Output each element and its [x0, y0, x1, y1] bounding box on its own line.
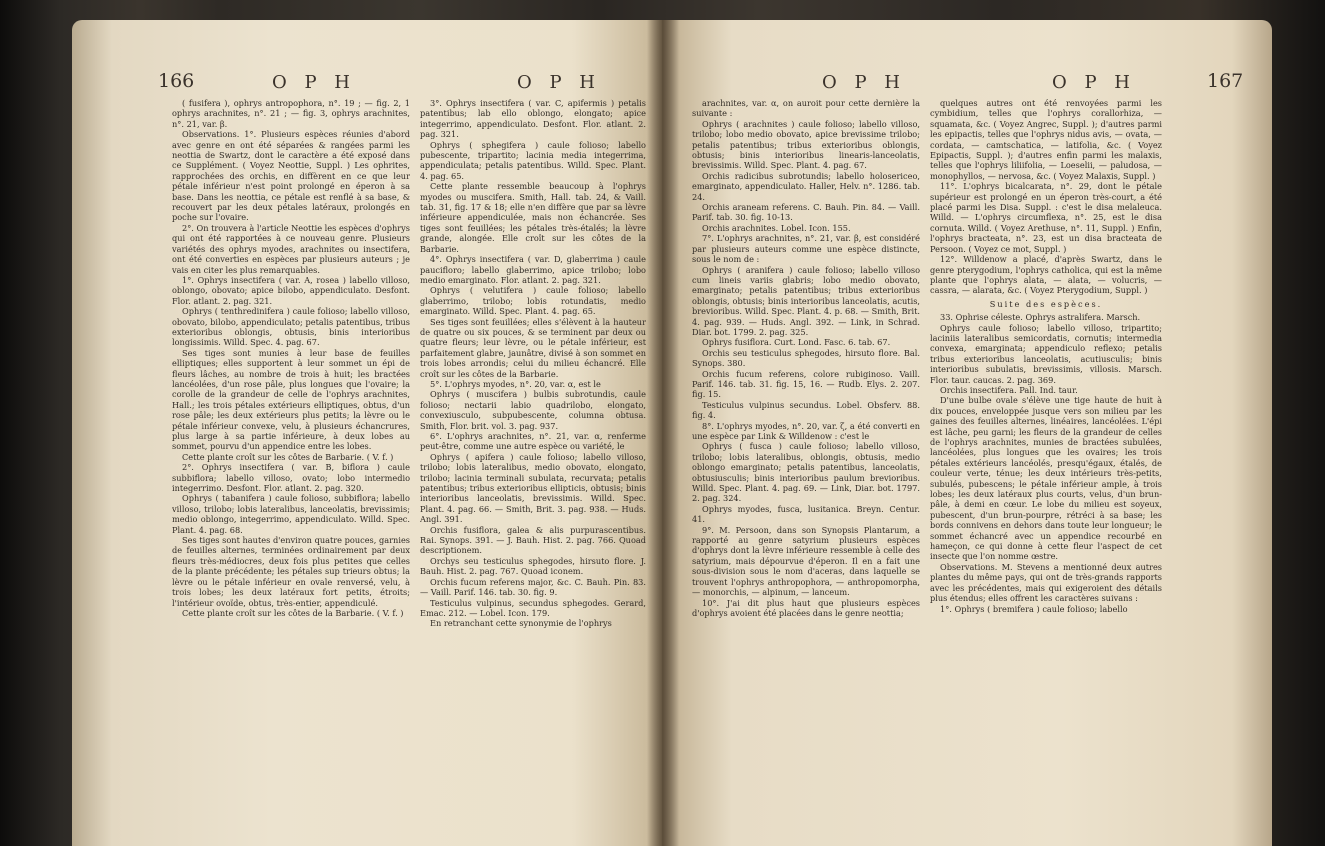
paragraph: Testiculus vulpinus secundus. Lobel. Obsferv. 88. fig. 4. — [692, 399, 920, 421]
paragraph: 5°. L'ophrys myodes, n°. 20, var. α, est le — [430, 378, 601, 389]
paragraph: Orchis fucum referens major, &c. C. Bauh. Pin. 83. — Vaill. Parif. 146. tab. 30. fig. 9. — [420, 576, 646, 598]
paragraph: Ophrys ( apifera ) caule folioso; labello villoso, trilobo; lobis lateralibus, medio obovato, elongato, trilobo; lacinia terminali subulata, recurvata; petalis patentibus; tribus exterioribus ellipticis, obtusis; binis interioribus lanceolatis, brevissimis. Willd. Spec. Plant. 4. pag. 66. — Smith, Brit. 3. pag. 938. — Huds. Angl. 391. — [420, 451, 646, 525]
paragraph: Orchis arachnites. Lobel. Icon. 155. — [702, 222, 851, 233]
paragraph: 3°. Ophrys insectifera ( var. C, apifermis ) petalis patentibus; lab ello oblongo, elongato; apice integerrimo, appendiculato. Desfont. Flor. atlant. 2. pag. 321. — [420, 98, 646, 140]
left-column-2 — [420, 98, 646, 798]
paragraph: Ophrys myodes, fusca, lusitanica. Breyn. Centur. 41. — [692, 503, 920, 525]
paragraph: Ophrys ( tenthredinifera ) caule folioso; labello villoso, obovato, bilobo, appendiculato; petalis patentibus, tribus exterioribus oblongis, obtusis, binis interioribus longissimis. Willd. Spec. 4. pag. 67. — [172, 306, 410, 348]
paragraph: Cette plante ressemble beaucoup à l'ophrys myodes ou muscifera. Smith, Hall. tab. 24, & Vaill. tab. 31, fig. 17 & 18; elle n'en diffère que par sa lèvre inférieure appendiculée, mais non échancrée. Ses tiges sont feuillées; les pétales très-étalés; la lèvre grande, alongée. Elle croît sur les côtes de la Barbarie. — [420, 181, 646, 254]
paragraph: 9°. M. Persoon, dans son Synopsis Plantarum, a rapporté au genre satyrium plusieurs espèces d'ophrys dont la lèvre inférieure ressemble à celle des satyrium, mais dépourvue d'éperon. Il en a fait une sous-division sous le nom d'aceras, dans laquelle se trouvent l'ophrys anthropophora, — anthropomorpha, — monorchis, — alpinum, — lanceum. — [692, 524, 920, 598]
paragraph: Orchis araneam referens. C. Bauh. Pin. 84. — Vaill. Parif. tab. 30. fig. 10-13. — [692, 202, 920, 223]
paragraph: 33. Ophrise céleste. Ophrys astralifera. Marsch. — [940, 312, 1141, 323]
right-column-2 — [930, 98, 1162, 798]
left-page-number: 166 — [158, 70, 195, 92]
paragraph: Orchis radicibus subrotundis; labello holosericeo, emarginato, appendiculato. Haller, Helv. n°. 1286. tab. 24. — [692, 170, 920, 202]
paragraph: 4°. Ophrys insectifera ( var. D, glaberrima ) caule paucifloro; labello glaberrimo, apice trilobo; lobo medio emarginato. Flor. atlant. 2. pag. 321. — [420, 254, 646, 285]
paragraph: Ophrys ( muscifera ) bulbis subrotundis, caule folioso; nectarii labio quadrilobo, elongato, convexiusculo, subpubescente, columna obtusa. Smith, Flor. brit. vol. 3. pag. 937. — [420, 389, 646, 431]
right-column-1 — [692, 98, 920, 798]
paragraph: 1°. Ophrys ( bremifera ) caule folioso; labello — [940, 603, 1128, 614]
paragraph: Ophrys ( arachnites ) caule folioso; labello villoso, trilobo; lobo medio obovato, apice brevissime trilobo; petalis patentibus; tribus exterioribus oblongis, obtusis; binis interioribus linearis-lanceolatis, brevissimis. Willd. Spec. Plant. 4. pag. 67. — [692, 118, 920, 171]
paragraph: Ses tiges sont hautes d'environ quatre pouces, garnies de feuilles alternes, terminées ordinairement par deux fleurs très-médiocres, deux fois plus petites que celles de la plante précédente; les pétales sup trieurs obtus; la lèvre ou le pétale inférieur en ovale renversé, velu, à trois lobes; les deux latéraux fort petits, étroits; l'intérieur ovoïde, obtus, très-entier, appendiculé. — [172, 535, 410, 608]
paragraph: 1°. Ophrys insectifera ( var. A, rosea ) labello villoso, oblongo, obovato; apice bilobo, appendiculato. Desfont. Flor. atlant. 2. pag. 321. — [172, 274, 410, 306]
paragraph: Ophrys ( aranifera ) caule folioso; labello villoso cum lineis variis glabris; lobo medio obovato, emarginato; petalis patentibus; tribus exterioribus oblongis, obtusis; binis interioribus lanceolatis, acutis, brevioribus. Willd. Spec. Plant. 4. p. 68. — Smith, Brit. 4. pag. 939. — Huds. Angl. 392. — Link, in Schrad. Diar. bot. 1799. 2. pag. 325. — [692, 264, 920, 337]
paragraph: 12°. Willdenow a placé, d'après Swartz, dans le genre pterygodium, l'ophrys catholica, qui est la même plante que l'ophrys alata, — alata, — volucris, — cassra, — alarata, &c. ( Voyez Pterygodium, Suppl. ) — [930, 254, 1162, 296]
right-page-number: 167 — [1207, 70, 1244, 92]
left-header-left: O P H — [272, 72, 357, 93]
left-header-right: O P H — [517, 72, 602, 93]
paragraph: Ophrys ( tabanifera ) caule folioso, subbiflora; labello villoso, trilobo; lobis lateralibus, lanceolatis, brevissimis; medio oblongo, integerrimo, appendiculato. Willd. Spec. Plant. 4. pag. 68. — [172, 493, 410, 535]
right-header-left: O P H — [822, 72, 907, 93]
paragraph: ( fusifera ), ophrys antropophora, n°. 19 ; — fig. 2, 1 ophrys arachnites, n°. 21 ; — fig. 3, ophrys arachnites, n°. 21, var. β. — [172, 98, 410, 129]
paragraph: D'une bulbe ovale s'élève une tige haute de huit à dix pouces, enveloppée jusque vers son milieu par les gaines des feuilles alternes, linéaires, lancéolées. L'épi est lâche, peu garni; les fleurs de la grandeur de celles de l'ophrys arachnites, munies de bractées subulées, lancéolées, plus longues que les ovaires; les trois pétales extérieurs lancéolés, presqu'égaux, étalés, de couleur verte, ténue; les deux intérieurs très-petits, subulés, pubescens; le pétale inférieur ample, à trois lobes; les deux latéraux plus courts, velus, d'un brun-pâle, à demi en cœur. Le lobe du milieu est soyeux, pubescent, d'un brun-pourpre, rétréci à sa base; les bords connivens en dehors dans toute leur longueur; le sommet échancré avec un appendice recourbé en hameçon, ce qui donne à cette fleur l'aspect de cet insecte que l'on nomme œstre. — [930, 395, 1162, 562]
paragraph: En retranchant cette synonymie de l'ophrys — [430, 618, 612, 629]
right-header-right: O P H — [1052, 72, 1137, 93]
paragraph: Ophrys ( velutifera ) caule folioso; labello glaberrimo, trilobo; lobis rotundatis, medio emarginato. Willd. Spec. Plant. 4. pag. 65. — [420, 285, 646, 317]
paragraph: Ophrys fusiflora. Curt. Lond. Fasc. 6. tab. 67. — [702, 337, 891, 348]
left-column-1 — [172, 98, 410, 798]
paragraph: Orchis fusiflora, galea & alis purpurascentibus. Rai. Synops. 391. — J. Bauh. Hist. 2. pag. 766. Quoad descriptionem. — [420, 524, 646, 556]
paragraph: Observations. 1°. Plusieurs espèces réunies d'abord avec genre en ont été séparées & rangées parmi les neottia de Swartz, dont le caractère a été exposé dans ce Supplément. ( Voyez Neottie, Suppl. ) Les ophrites, rapprochées des orchis, en diffèrent en ce que leur pétale inférieur n'est point prolongé en éperon à sa base. Dans les neottia, ce pétale est renflé à sa base, & recouvert par les deux pétales latéraux, prolongés en poche sur l'ovaire. — [172, 129, 410, 223]
paragraph: quelques autres ont été renvoyées parmi les cymbidium, telles que l'ophrys corallorhiza, — squamata, &c. ( Voyez Angrec, Suppl. ); d'autres parmi les epipactis, telles que l'ophrys nidus avis, — ovata, — cordata, — camtschatica, — latifolia, &c. ( Voyez Epipactis, Suppl. ); d'autres enfin parmi les malaxis, telles que l'ophrys liliifolia, — Loeselii, — paludosa, — monophyllos, — nervosa, &c. ( Voyez Malaxis, Suppl. ) — [930, 98, 1162, 181]
paragraph: Observations. M. Stevens a mentionné deux autres plantes du même pays, qui ont de très-grands rapports avec les précédentes, mais qui exigeroient des détails plus étendus; elles offrent les caractères suivans : — [930, 561, 1162, 604]
paragraph: Ophrys ( sphegifera ) caule folioso; labello pubescente, tripartito; lacinia media integerrima, appendiculata; petalis patentibus. Willd. Spec. Plant. 4. pag. 65. — [420, 139, 646, 181]
paragraph: Ses tiges sont munies à leur base de feuilles elliptiques; elles supportent à leur sommet un épi de fleurs lâches, au nombre de trois à huit; les bractées lancéolées, d'un rose pâle, plus longues que l'ovaire; la corolle de la grandeur de celle de l'ophrys arachnites, Hall.; les trois pétales extérieurs elliptiques, obtus, d'un rose pâle; les deux extérieurs plus petits; la lèvre ou le pétale inférieur convexe, velu, à plusieurs échancrures, plus large à sa partie inférieure, à deux lobes au sommet, pourvu d'un appendice entre les lobes. — [172, 347, 410, 452]
left-page — [72, 20, 662, 846]
paragraph: Ophrys caule folioso; labello villoso, tripartito; laciniis lateralibus semicordatis, cornutis; intermedia convexa, emarginata; appendiculo reflexo; petalis tribus exterioribus lanceolatis, acutiusculis; binis interioribus subulatis, brevissimis, villosis. Marsch. Flor. taur. caucas. 2. pag. 369. — [930, 322, 1162, 385]
paragraph: 10°. J'ai dit plus haut que plusieurs espèces d'ophrys avoient été placées dans le genre neottia; — [692, 597, 920, 618]
paragraph: Orchis insectifera. Pall. Ind. taur. — [940, 384, 1078, 395]
paragraph: Ses tiges sont feuillées; elles s'élèvent à la hauteur de quatre ou six pouces, & se terminent par deux ou quatre fleurs; leur lèvre, ou le pétale inférieur, est parfaitement glabre, jaunâtre, divisé à son sommet en trois lobes arrondis; celui du milieu échancré. Elle croît sur les côtes de la Barbarie. — [420, 316, 646, 379]
paragraph: Orchys seu testiculus sphegodes, hirsuto flore. J. Bauh. Hist. 2. pag. 767. Quoad iconem. — [420, 555, 646, 577]
paragraph: 8°. L'ophrys myodes, n°. 20, var. ζ, a été converti en une espèce par Link & Willdenow : c'est le — [692, 420, 920, 441]
paragraph: 6°. L'ophrys arachnites, n°. 21, var. α, renferme peut-être, comme une autre espèce ou variété, le — [420, 431, 646, 452]
paragraph: Testiculus vulpinus, secundus sphegodes. Gerard, Emac. 212. — Lobel. Icon. 179. — [420, 597, 646, 618]
paragraph: Orchis fucum referens, colore rubiginoso. Vaill. Parif. 146. tab. 31. fig. 15, 16. — Rudb. Elys. 2. 207. fig. 15. — [692, 368, 920, 400]
paragraph: Cette plante croît sur les côtes de la Barbarie. ( V. f. ) — [182, 607, 404, 618]
paragraph: 2°. On trouvera à l'article Neottie les espèces d'ophrys qui ont été rapportées à ce nouveau genre. Plusieurs variétés des ophrys myodes, arachnites ou insectifera, ont été converties en espèces par plusieurs auteurs ; je vais en citer les plus remarquables. — [172, 222, 410, 275]
paragraph: arachnites, var. α, on auroit pour cette dernière la suivante : — [692, 98, 920, 119]
right-page — [662, 20, 1272, 846]
open-book — [72, 20, 1272, 846]
paragraph: Ophrys ( fusca ) caule folioso; labello villoso, trilobo; lobis lateralibus, oblongis, obtusis, medio oblongo emarginato; petalis patentibus, lanceolatis, obtusiusculis; binis interioribus paulum brevioribus. Willd. Spec. Plant. 4. pag. 69. — Link, Diar. bot. 1797. 2. pag. 324. — [692, 441, 920, 504]
paragraph: 11°. L'ophrys bicalcarata, n°. 29, dont le pétale supérieur est prolongé en un éperon très-court, a été placé parmi les Disa. Suppl. : c'est le disa melaleuca. Willd. — L'ophrys circumflexa, n°. 25, est le disa cornuta. Willd. ( Voyez Arethuse, n°. 11, Suppl. ) Enfin, l'ophrys bracteata, n°. 23, est un disa bracteata de Persoon. ( Voyez ce mot, Suppl. ) — [930, 181, 1162, 254]
paragraph: Suite des espèces. — [989, 298, 1103, 309]
paragraph: Orchis seu testiculus sphegodes, hirsuto flore. Bal. Synops. 380. — [692, 347, 920, 369]
paragraph: Cette plante croît sur les côtes de Barbarie. ( V. f. ) — [182, 451, 394, 462]
book-gutter — [647, 20, 679, 846]
paragraph: 7°. L'ophrys arachnites, n°. 21, var. β, est considéré par plusieurs auteurs comme une espèce distincte, sous le nom de : — [692, 233, 920, 265]
paragraph: 2°. Ophrys insectifera ( var. B, biflora ) caule subbiflora; labello villoso, ovato; lobo intermedio integerrimo. Desfont. Flor. atlant. 2. pag. 320. — [172, 462, 410, 494]
